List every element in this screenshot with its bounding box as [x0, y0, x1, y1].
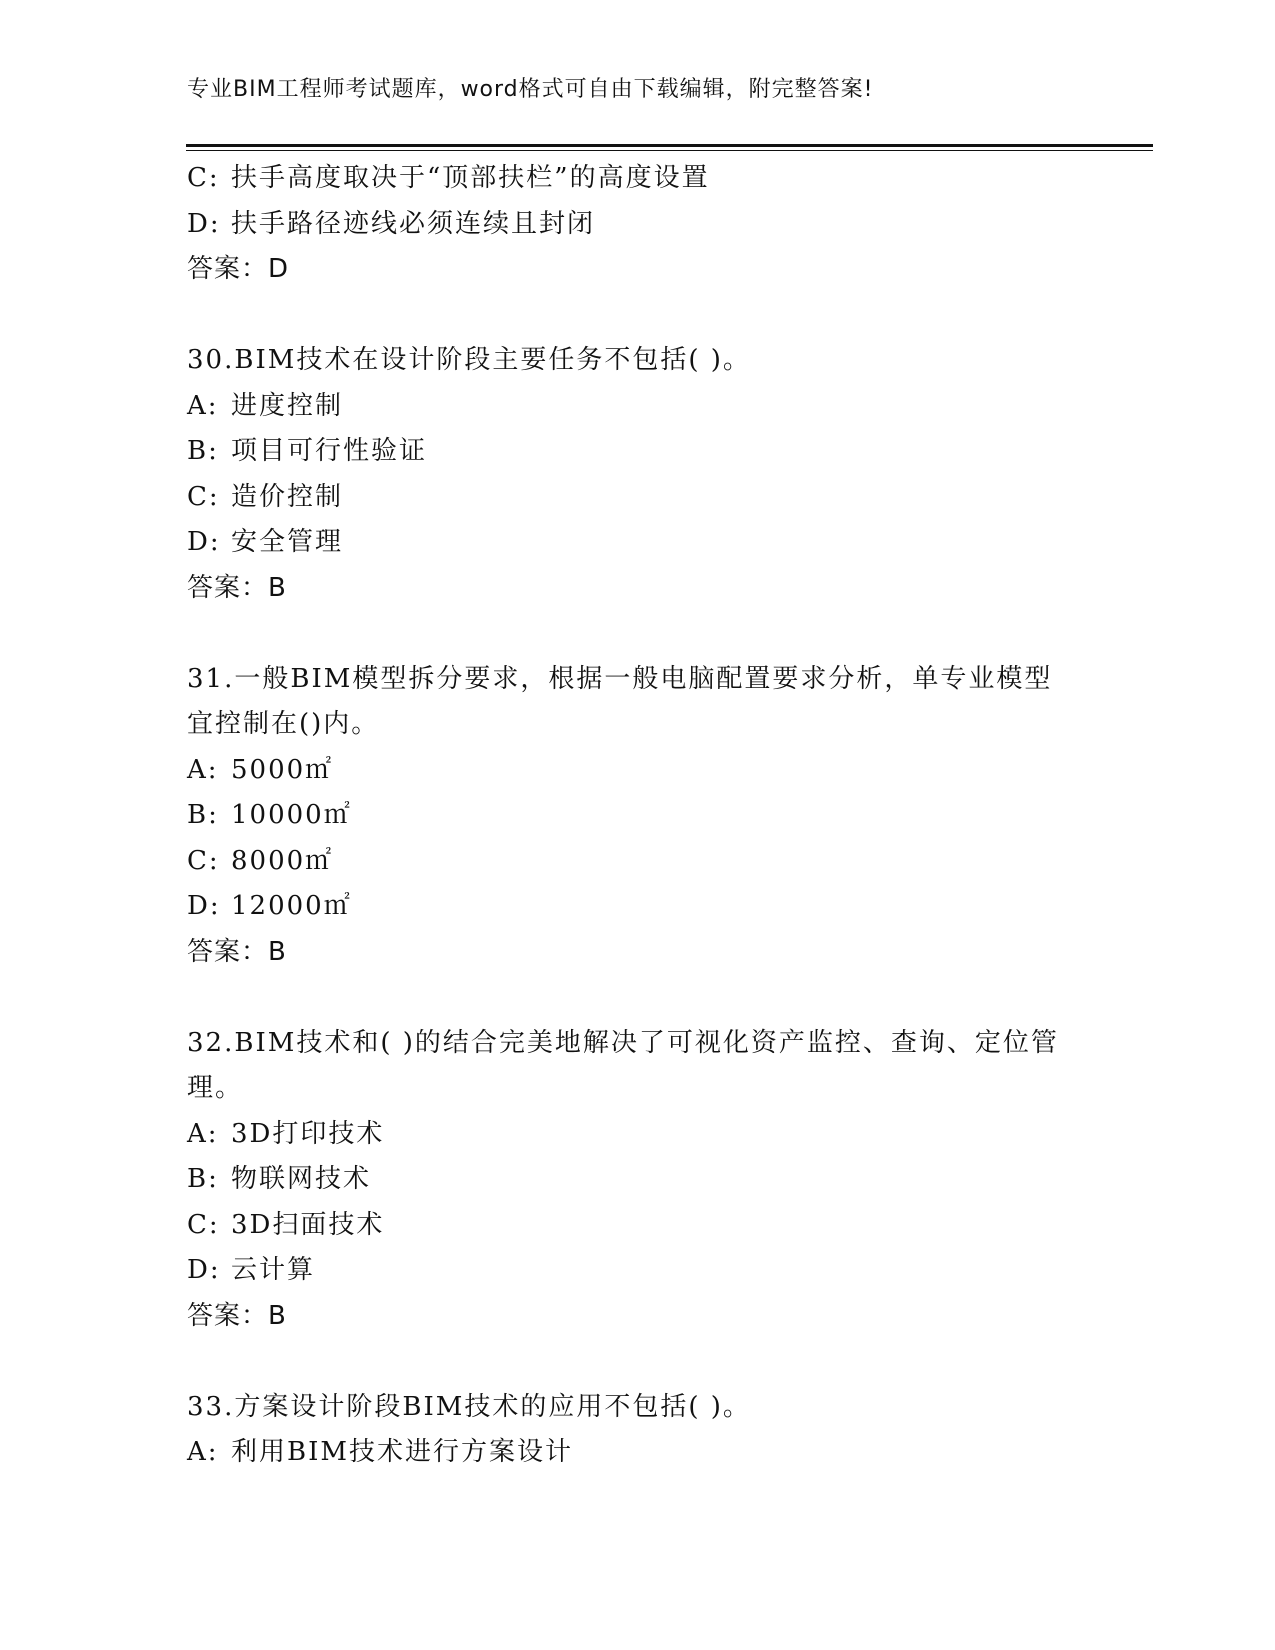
option-line: A: 5000㎡ — [187, 754, 334, 785]
answer-line: 答案：B — [187, 1300, 287, 1331]
answer-line: 答案：B — [187, 572, 287, 603]
option-line: C: 8000㎡ — [187, 845, 334, 876]
answer-line: 答案：D — [187, 254, 290, 284]
question-stem: 30.BIM技术在设计阶段主要任务不包括( )。 — [187, 345, 751, 375]
question-stem: 31.一般BIM模型拆分要求，根据一般电脑配置要求分析，单专业模型 — [187, 663, 1053, 694]
question-stem: 33.方案设计阶段BIM技术的应用不包括( )。 — [187, 1391, 751, 1422]
question-stem-continued: 理。 — [187, 1073, 244, 1103]
option-line: C: 3D扫面技术 — [187, 1209, 385, 1240]
option-line: A: 利用BIM技术进行方案设计 — [187, 1437, 573, 1467]
option-line: B: 物联网技术 — [187, 1164, 372, 1194]
option-line: D: 云计算 — [187, 1255, 316, 1285]
option-line: D: 12000㎡ — [187, 891, 352, 921]
option-line: A: 进度控制 — [187, 390, 344, 421]
option-line: C: 造价控制 — [187, 481, 344, 512]
header-rule-thick — [186, 144, 1153, 147]
option-line: D: 扶手路径迹线必须连续且封闭 — [187, 208, 596, 239]
option-line: C: 扶手高度取决于“顶部扶栏”的高度设置 — [187, 163, 710, 193]
header-rule-thin — [186, 150, 1153, 151]
option-line: A: 3D打印技术 — [187, 1118, 385, 1149]
answer-line: 答案：B — [187, 936, 287, 967]
question-list — [187, 156, 1087, 1476]
document-header: 专业BIM工程师考试题库，word格式可自由下载编辑，附完整答案! — [187, 77, 874, 102]
option-line: D: 安全管理 — [187, 527, 344, 557]
option-line: B: 项目可行性验证 — [187, 436, 428, 466]
option-line: B: 10000㎡ — [187, 800, 352, 830]
question-stem: 32.BIM技术和( )的结合完美地解决了可视化资产监控、查询、定位管 — [187, 1027, 1059, 1058]
question-stem-continued: 宜控制在()内。 — [187, 709, 380, 739]
